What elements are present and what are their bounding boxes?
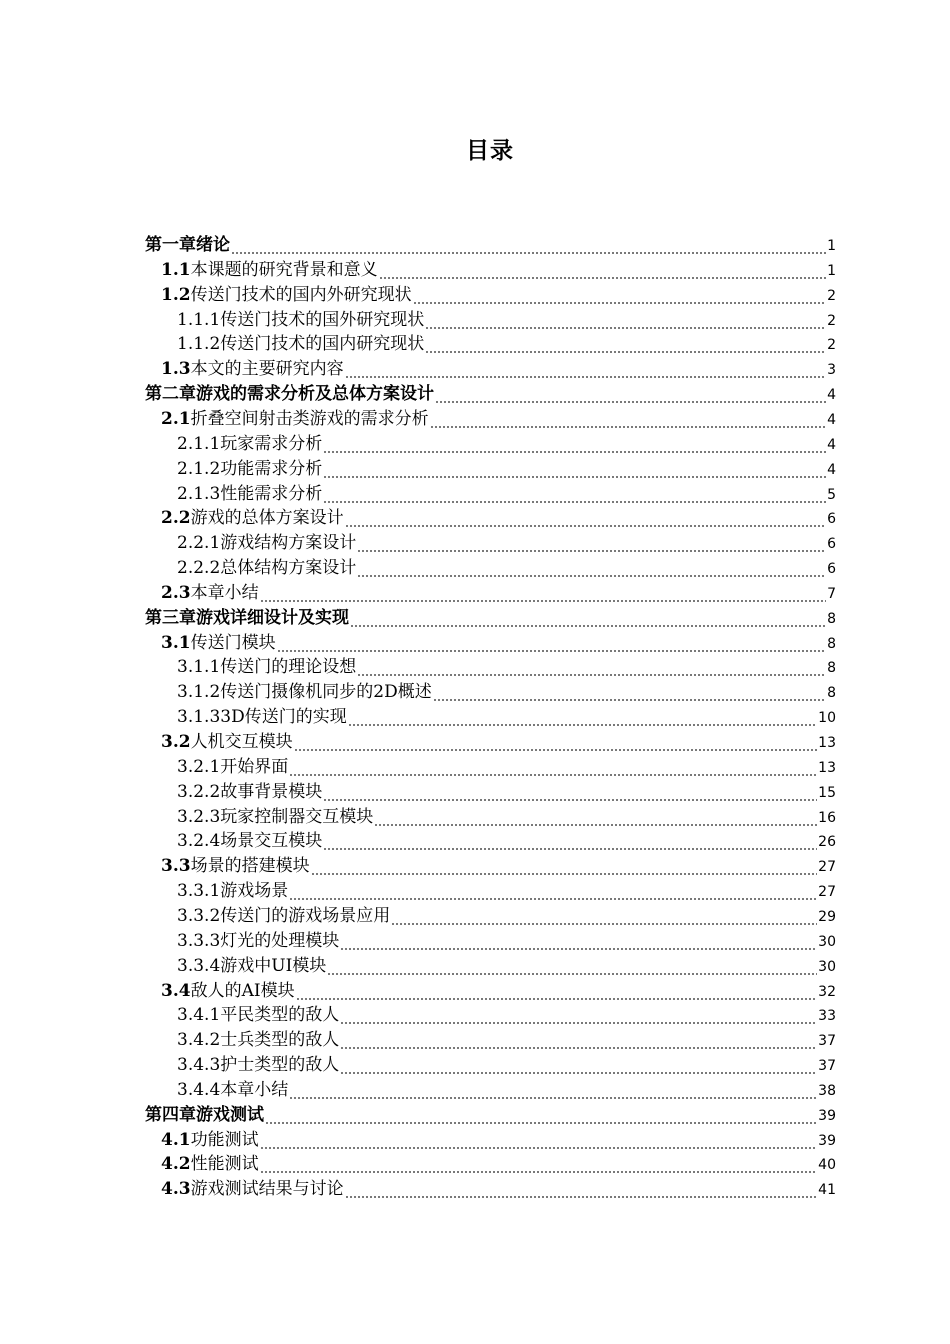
dot-leader <box>357 540 826 554</box>
toc-entry-number: 3.3.4 <box>177 955 221 976</box>
toc-entry-number: 第二章 <box>145 384 196 405</box>
toc-entry-number: 3.2.4 <box>177 831 221 852</box>
toc-entry-number: 1.3 <box>161 359 191 380</box>
toc-entry-label: 总体结构方案设计 <box>220 558 357 579</box>
toc-entry-number: 3.3.2 <box>177 905 221 926</box>
dot-leader <box>374 814 817 828</box>
toc-entry-number: 2.2 <box>161 508 191 529</box>
toc-entry-page-number: 4 <box>827 461 836 478</box>
toc-entry-number: 1.1 <box>161 259 191 280</box>
toc-entry[interactable] <box>177 754 836 778</box>
toc-entry-label: 本章小结 <box>220 1079 289 1100</box>
toc-entry-number: 2.1.1 <box>177 433 221 454</box>
toc-entry-page-number: 27 <box>818 884 836 901</box>
dot-leader <box>348 714 817 728</box>
toc-entry-number: 3.3.1 <box>177 881 221 902</box>
dot-leader <box>345 1186 818 1200</box>
toc-entry-page-number: 4 <box>827 436 836 453</box>
toc-entry-page-number: 33 <box>818 1008 836 1025</box>
toc-entry-page-number: 2 <box>827 312 836 329</box>
toc-entry-page-number: 27 <box>818 859 836 876</box>
dot-leader <box>311 863 818 877</box>
dot-leader <box>289 888 817 902</box>
toc-entry-number: 3.3.3 <box>177 930 221 951</box>
toc-entry-number: 1.1.1 <box>177 309 221 330</box>
toc-entry-page-number: 16 <box>818 809 836 826</box>
toc-entry-page-number: 29 <box>818 908 836 925</box>
dot-leader <box>260 1137 818 1151</box>
toc-entry-page-number: 13 <box>818 735 836 751</box>
toc-entry-number: 3.4.3 <box>177 1055 221 1076</box>
toc-entry-number: 2.2.1 <box>177 533 221 554</box>
toc-entry-number: 3.4.2 <box>177 1030 221 1051</box>
toc-entry-number: 3.2.1 <box>177 756 221 777</box>
toc-entry-number: 4.2 <box>161 1154 191 1175</box>
dot-leader <box>323 441 826 455</box>
toc-entry-number: 3.1.3 <box>177 707 221 728</box>
dot-leader <box>357 664 826 678</box>
toc-entry[interactable] <box>177 307 836 331</box>
toc-entry[interactable] <box>177 828 836 852</box>
toc-entry-page-number: 39 <box>818 1132 836 1149</box>
toc-entry-page-number: 6 <box>827 511 836 528</box>
toc-entry-page-number: 13 <box>818 759 836 776</box>
toc-entry[interactable] <box>161 282 836 306</box>
toc-entry-number: 3.1 <box>161 632 191 653</box>
toc-entry-page-number: 7 <box>827 585 836 602</box>
dot-leader <box>345 366 827 380</box>
dot-leader <box>231 242 826 256</box>
toc-entry-label: 开始界面 <box>220 756 289 777</box>
toc-entry-page-number: 40 <box>818 1157 836 1174</box>
toc-entry-label: 玩家需求分析 <box>220 433 323 454</box>
dot-leader <box>323 491 826 505</box>
dot-leader <box>323 789 817 803</box>
dot-leader <box>350 615 826 629</box>
toc-entry-label: 灯光的处理模块 <box>220 930 340 951</box>
toc-entry[interactable] <box>161 257 836 281</box>
toc-entry-label: 性能需求分析 <box>220 483 323 504</box>
toc-entry-label: 本文的主要研究内容 <box>190 359 344 380</box>
toc-entry[interactable] <box>161 406 836 430</box>
toc-entry[interactable] <box>177 779 836 803</box>
toc-entry-page-number: 15 <box>818 784 836 801</box>
dot-leader <box>340 1012 817 1026</box>
toc-entry-number: 第三章 <box>145 607 196 628</box>
dot-leader <box>323 838 817 852</box>
toc-entry-label: 3D传送门的实现 <box>220 707 347 728</box>
toc-entry-page-number: 6 <box>827 536 836 553</box>
toc-entry-label: 传送门技术的国内研究现状 <box>220 334 425 355</box>
toc-entry-number: 第一章 <box>145 235 196 255</box>
dot-leader <box>340 938 817 952</box>
toc-entry-page-number: 8 <box>827 635 836 652</box>
toc-entry-number: 2.1 <box>161 408 191 429</box>
toc-entry-number: 3.3 <box>161 856 191 877</box>
toc-entry-number: 4.3 <box>161 1179 191 1200</box>
toc-entry-page-number: 8 <box>827 660 836 677</box>
dot-leader <box>379 267 827 281</box>
toc-entry-page-number: 37 <box>818 1058 836 1075</box>
toc-entry-page-number: 30 <box>818 933 836 950</box>
toc-entry-label: 场景交互模块 <box>220 831 323 852</box>
dot-leader <box>260 590 827 604</box>
toc-entry-number: 3.1.2 <box>177 682 221 703</box>
toc-entry-number: 1.2 <box>161 284 191 305</box>
toc-entry-label: 本课题的研究背景和意义 <box>190 259 378 280</box>
dot-leader <box>296 988 818 1002</box>
dot-leader <box>323 466 826 480</box>
dot-leader <box>345 515 827 529</box>
toc-entry[interactable] <box>177 704 836 728</box>
toc-entry-label: 传送门摄像机同步的2D概述 <box>220 682 432 703</box>
dot-leader <box>289 1087 817 1101</box>
toc-entry-label: 传送门技术的国外研究现状 <box>220 309 425 330</box>
toc-entry-number: 2.2.2 <box>177 558 221 579</box>
toc-entry-number: 4.1 <box>161 1129 191 1150</box>
toc-entry[interactable] <box>177 804 836 828</box>
toc-entry-page-number: 1 <box>827 238 836 254</box>
toc-entry-number: 2.3 <box>161 582 191 603</box>
toc-entry-label: 护士类型的敌人 <box>220 1055 340 1076</box>
toc-entry-number: 3.4.1 <box>177 1005 221 1026</box>
toc-entry-label: 游戏详细设计及实现 <box>196 607 349 628</box>
toc-entry-page-number: 4 <box>827 387 836 404</box>
dot-leader <box>357 565 826 579</box>
toc-entry[interactable] <box>145 381 836 405</box>
toc-entry-label: 敌人的AI模块 <box>190 980 295 1001</box>
toc-entry-label: 本章小结 <box>190 582 259 603</box>
toc-entry-page-number: 8 <box>827 610 836 627</box>
toc-entry-page-number: 32 <box>818 983 836 1000</box>
toc-entry-label: 游戏测试 <box>196 1104 264 1125</box>
toc-entry[interactable] <box>145 605 836 629</box>
dot-leader <box>435 391 826 405</box>
toc-entry[interactable] <box>145 1102 836 1126</box>
toc-entry-label: 功能测试 <box>190 1129 259 1150</box>
toc-entry-page-number: 4 <box>827 411 836 428</box>
toc-entry[interactable] <box>177 878 836 902</box>
dot-leader <box>265 1112 817 1126</box>
toc-entry[interactable] <box>145 232 836 256</box>
toc-entry-number: 2.1.2 <box>177 458 221 479</box>
toc-entry-page-number: 26 <box>818 834 836 851</box>
dot-leader <box>340 1037 817 1051</box>
toc-entry-page-number: 3 <box>827 362 836 379</box>
toc-entry-label: 游戏的需求分析及总体方案设计 <box>196 384 434 405</box>
toc-entry-number: 3.4 <box>161 980 191 1001</box>
toc-entry-number: 2.1.3 <box>177 483 221 504</box>
toc-entry[interactable] <box>177 928 836 952</box>
toc-entry-number: 3.2.2 <box>177 781 221 802</box>
toc-entry-page-number: 39 <box>818 1107 836 1124</box>
toc-entry-page-number: 5 <box>827 486 836 503</box>
toc-entry[interactable] <box>161 356 836 380</box>
dot-leader <box>425 341 826 355</box>
toc-entry-number: 3.2.3 <box>177 806 221 827</box>
toc-entry-number: 1.1.2 <box>177 334 221 355</box>
toc-entry-page-number: 2 <box>827 287 836 304</box>
toc-entry[interactable] <box>177 431 836 455</box>
toc-entry-number: 3.1.1 <box>177 657 221 678</box>
toc-entry-label: 绪论 <box>196 235 230 255</box>
toc-entry[interactable] <box>177 481 836 505</box>
toc-entry-label: 游戏测试结果与讨论 <box>190 1179 344 1200</box>
toc-entry-label: 故事背景模块 <box>220 781 323 802</box>
toc-entry-number: 3.4.4 <box>177 1079 221 1100</box>
dot-leader <box>277 640 827 654</box>
toc-entry-page-number: 41 <box>818 1182 836 1199</box>
dot-leader <box>433 689 826 703</box>
toc-entry[interactable] <box>161 505 836 529</box>
toc-entry-label: 游戏的总体方案设计 <box>190 508 344 529</box>
toc-entry-page-number: 37 <box>818 1033 836 1050</box>
toc-entry-number: 3.2 <box>161 732 191 752</box>
dot-leader <box>289 764 817 778</box>
toc-entry-page-number: 10 <box>818 710 836 727</box>
toc-entry[interactable] <box>177 1052 836 1076</box>
toc-entry[interactable] <box>177 555 836 579</box>
toc-entry[interactable] <box>161 1151 836 1175</box>
toc-entry-label: 传送门的理论设想 <box>220 657 357 678</box>
dot-leader <box>327 963 817 977</box>
toc-entry-page-number: 8 <box>827 685 836 702</box>
toc-entry-label: 场景的搭建模块 <box>190 856 310 877</box>
dot-leader <box>340 1062 817 1076</box>
toc-entry-label: 游戏结构方案设计 <box>220 533 357 554</box>
dot-leader <box>425 317 826 331</box>
toc-entry[interactable] <box>161 978 836 1002</box>
dot-leader <box>430 416 827 430</box>
toc-entry[interactable] <box>177 903 836 927</box>
toc-entry[interactable] <box>161 1176 836 1200</box>
dot-leader <box>413 292 827 306</box>
toc-entry[interactable] <box>177 456 836 480</box>
toc-entry[interactable] <box>161 1127 836 1151</box>
toc-entry-label: 折叠空间射击类游戏的需求分析 <box>190 408 429 429</box>
toc-entry[interactable] <box>161 580 836 604</box>
toc-entry-page-number: 6 <box>827 561 836 578</box>
toc-entry-label: 游戏中UI模块 <box>220 955 327 976</box>
toc-entry-page-number: 30 <box>818 958 836 975</box>
toc-entry-label: 人机交互模块 <box>190 732 293 752</box>
toc-entry[interactable] <box>177 953 836 977</box>
toc-entry-label: 士兵类型的敌人 <box>220 1030 340 1051</box>
toc-entry-page-number: 1 <box>827 262 836 279</box>
toc-entry[interactable] <box>177 679 836 703</box>
toc-entry[interactable] <box>161 853 836 877</box>
toc-entry[interactable] <box>177 1027 836 1051</box>
toc-entry-label: 平民类型的敌人 <box>220 1005 340 1026</box>
page-title: 目录 <box>466 138 514 164</box>
dot-leader <box>294 739 818 753</box>
toc-entry-label: 性能测试 <box>190 1154 259 1175</box>
toc-entry[interactable] <box>161 729 836 753</box>
toc-entry-page-number: 38 <box>818 1082 836 1099</box>
dot-leader <box>391 913 817 927</box>
toc-entry[interactable] <box>177 1077 836 1101</box>
toc-entry-page-number: 2 <box>827 337 836 354</box>
toc-entry[interactable] <box>177 331 836 355</box>
toc-entry-label: 游戏场景 <box>220 881 289 902</box>
toc-entry-number: 第四章 <box>145 1104 196 1125</box>
toc-entry[interactable] <box>177 654 836 678</box>
toc-entry-label: 功能需求分析 <box>220 458 323 479</box>
toc-entry[interactable] <box>177 1002 836 1026</box>
toc-entry-label: 传送门的游戏场景应用 <box>220 905 391 926</box>
dot-leader <box>260 1161 818 1175</box>
toc-entry[interactable] <box>177 530 836 554</box>
toc-entry-label: 玩家控制器交互模块 <box>220 806 374 827</box>
toc-entry[interactable] <box>161 630 836 654</box>
toc-entry-label: 传送门模块 <box>190 632 276 653</box>
toc-entry-label: 传送门技术的国内外研究现状 <box>190 284 412 305</box>
